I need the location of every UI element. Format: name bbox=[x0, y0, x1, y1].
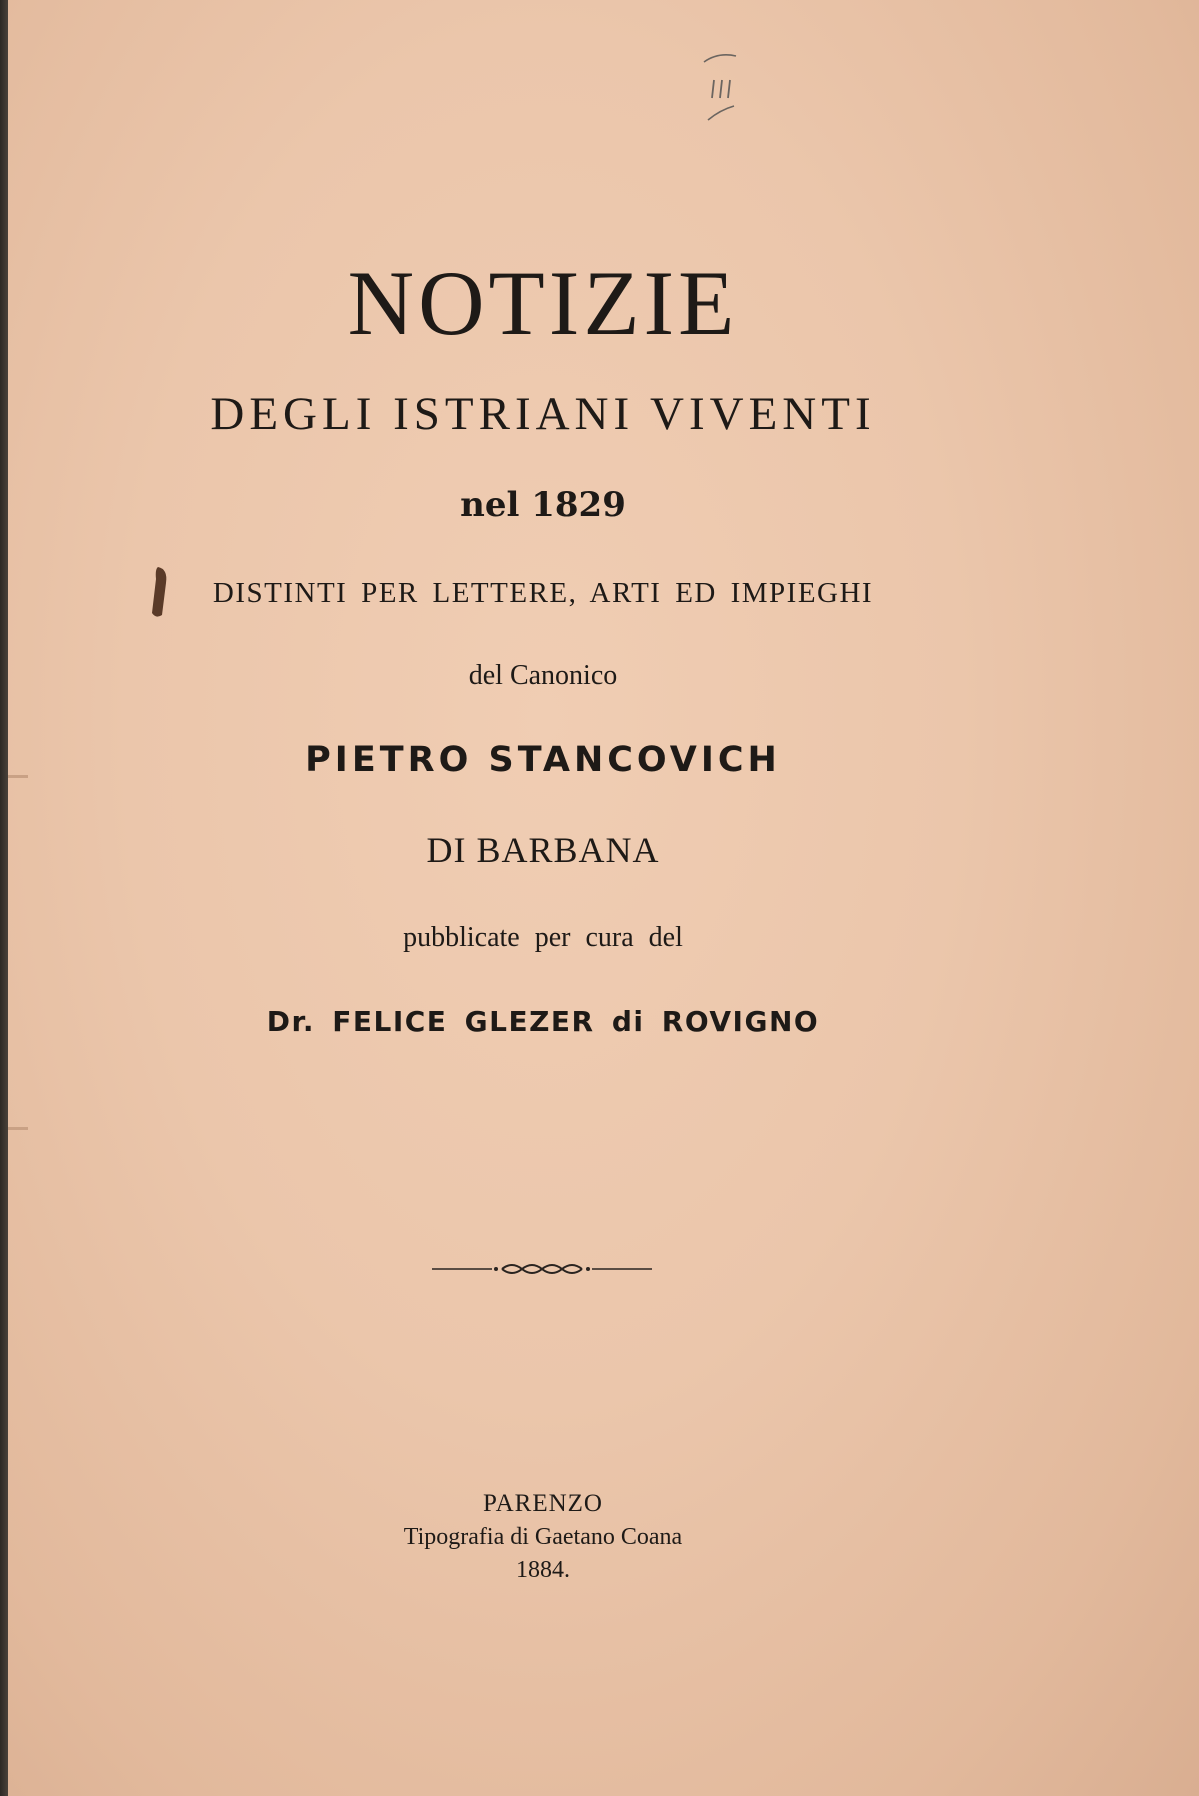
distinction-line: DISTINTI PER LETTERE, ARTI ED IMPIEGHI bbox=[212, 577, 874, 609]
editor-prefix: pubblicate per cura del bbox=[403, 922, 683, 953]
imprint-year: 1884. bbox=[516, 1557, 570, 1583]
author-name: PIETRO STANCOVICH bbox=[305, 740, 781, 780]
editor-name: Dr. FELICE GLEZER di ROVIGNO bbox=[266, 1005, 820, 1038]
title: NOTIZIE bbox=[347, 252, 739, 354]
imprint-printer: Tipografia di Gaetano Coana bbox=[403, 1524, 683, 1550]
year-line: nel 1829 bbox=[460, 485, 626, 525]
paper-edge-mark bbox=[8, 1127, 28, 1130]
page-binding-edge bbox=[0, 0, 8, 1796]
pencil-annotation-icon bbox=[700, 50, 744, 140]
subtitle: DEGLI ISTRIANI VIVENTI bbox=[210, 388, 876, 440]
author-prefix: del Canonico bbox=[468, 660, 618, 691]
title-page bbox=[8, 0, 1199, 1796]
imprint-city: PARENZO bbox=[483, 1490, 603, 1517]
ornamental-divider-icon bbox=[432, 1258, 652, 1280]
author-origin: DI BARBANA bbox=[426, 830, 660, 870]
